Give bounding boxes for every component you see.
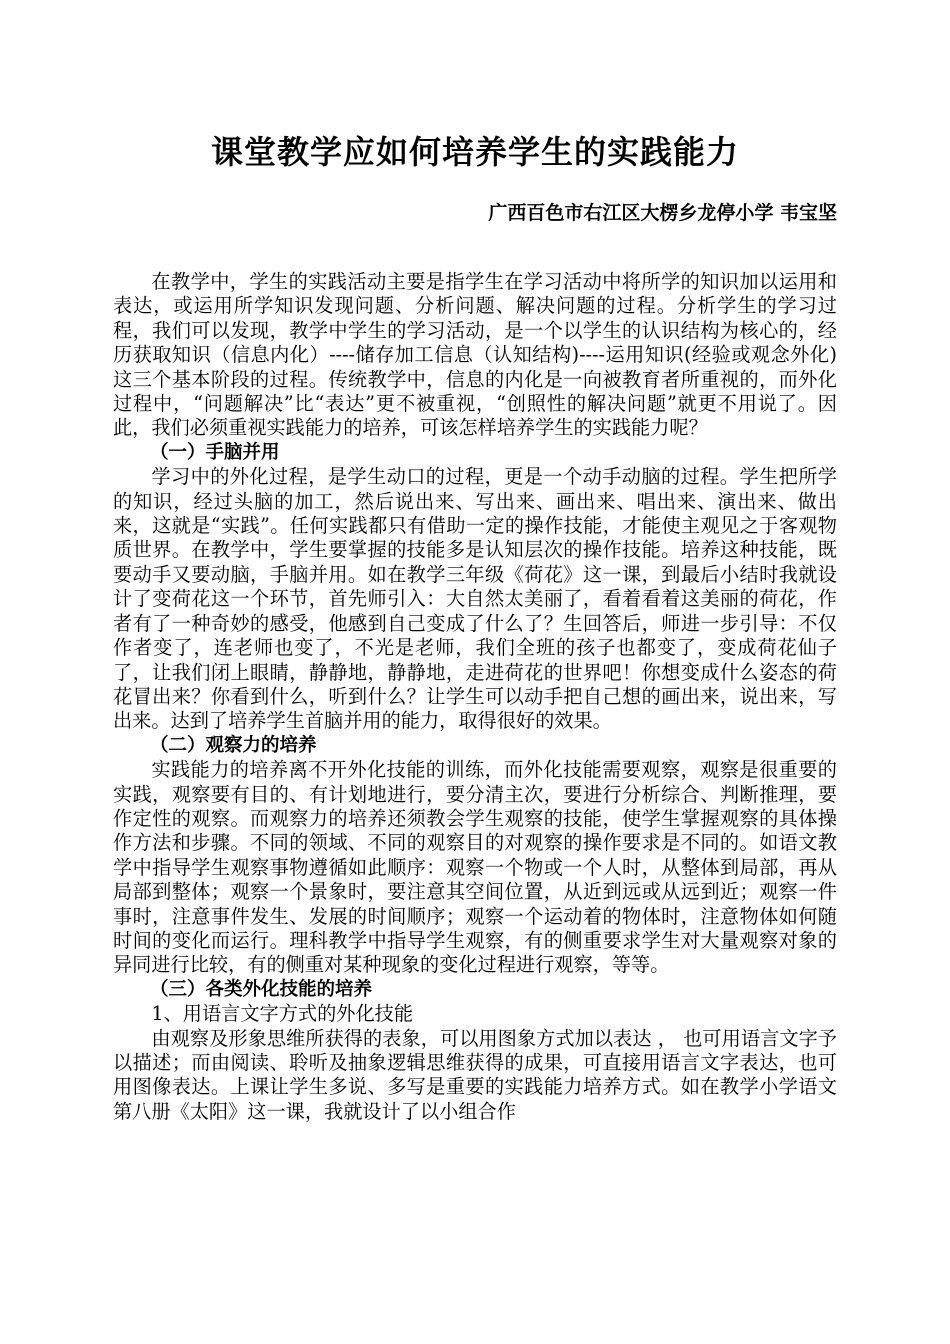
subsection-heading-3-1: 1、用语言文字方式的外化技能 — [151, 1002, 414, 1026]
intro-paragraph: 在教学中，学生的实践活动主要是指学生在学习活动中将所学的知识加以运用和表达，或运用所学知识发现问题、分析问题、解决问题的过程。分析学生的学习过程，我们可以发现，教学中学生的学习活动，是一个以学生的认识结构为核心的，经历获取知识（信息内化）----储存加工信息（认知结构)----运用知识(经验或观念外化)这三个基本阶段的过程。传统教学中，信息的内化是一向被教育者所重视的，而外化过程中，“问题解决”比“表达”更不被重视，“创照性的解决问题”就更不用说了。因此，我们必须重视实践能力的培养，可该怎样培养学生的实践能力呢？ — [113, 270, 837, 440]
section-paragraph-3: 由观察及形象思维所获得的表象，可以用图象方式加以表达 ， 也可用语言文字予以描述；而由阅读、聆听及抽象逻辑思维获得的成果，可直接用语言文字表达，也可用图像表达。上课让学生多说、多写是重要的实践能力培养方式。如在教学小学语文第八册《太阳》这一课，我就设计了以小组合作 — [113, 1026, 837, 1123]
document-body — [113, 270, 837, 1124]
author-line: 广西百色市右江区大楞乡龙停小学 韦宝坚 — [488, 202, 837, 224]
section-heading-1: （一）手脑并用 — [150, 441, 280, 463]
section-paragraph-2: 实践能力的培养离不开外化技能的训练，而外化技能需要观察，观察是很重要的实践，观察要有目的、有计划地进行，要分清主次，要进行分析综合、判断推理，要作定性的观察。而观察力的培养还须教会学生观察的技能，使学生掌握观察的具体操作方法和步骤。不同的领域、不同的观察目的对观察的操作要求是不同的。如语文教学中指导学生观察事物遵循如此顺序：观察一个物或一个人时，从整体到局部，再从局部到整体；观察一个景象时，要注意其空间位置，从近到远或从远到近；观察一件事时，注意事件发生、发展的时间顺序；观察一个运动着的物体时，注意物体如何随时间的变化而运行。理科教学中指导学生观察，有的侧重要求学生对大量观察对象的异同进行比较，有的侧重对某种现象的变化过程进行观察，等等。 — [113, 758, 837, 977]
section-heading-3: （三）各类外化技能的培养 — [150, 978, 373, 1000]
section-heading-2: （二）观察力的培养 — [150, 734, 317, 756]
section-paragraph-1: 学习中的外化过程，是学生动口的过程，更是一个动手动脑的过程。学生把所学的知识，经过头脑的加工，然后说出来、写出来、画出来、唱出来、演出来、做出来，这就是“实践”。任何实践都只有借助一定的操作技能，才能使主观见之于客观物质世界。在教学中，学生要掌握的技能多是认知层次的操作技能。培养这种技能，既要动手又要动脑，手脑并用。如在教学三年级《荷花》这一课，到最后小结时我就设计了变荷花这一个环节，首先师引入：大自然太美丽了，看着看着这美丽的荷花，作者有了一种奇妙的感受，他感到自己变成了什么了？生回答后，师进一步引导：不仅作者变了，连老师也变了，不光是老师，我们全班的孩子也都变了，变成荷花仙子了，让我们闭上眼睛，静静地，静静地，走进荷花的世界吧！你想变成什么姿态的荷花冒出来？你看到什么，听到什么？让学生可以动手把自己想的画出来，说出来，写出来。达到了培养学生首脑并用的能力，取得很好的效果。 — [113, 465, 837, 733]
document-title: 课堂教学应如何培养学生的实践能力 — [210, 133, 739, 171]
